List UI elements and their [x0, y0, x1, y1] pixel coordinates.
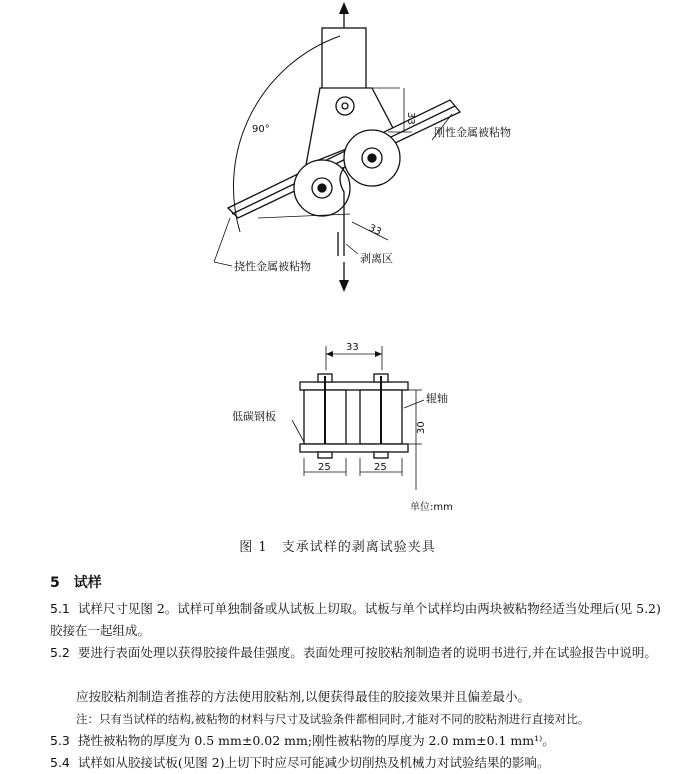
roller-fixture-diagram	[0, 330, 675, 520]
paragraph-5-2	[50, 642, 665, 664]
rigid-adherend-label: 刚性金属被粘物	[434, 126, 511, 139]
dim-bottom-label: 33	[366, 222, 383, 239]
paragraph-text: 试样如从胶接试板(见图 2)上切下时应尽可能减少切削热及机械力对试验结果的影响。	[77, 755, 550, 770]
paragraph-number: 5.4	[50, 755, 70, 770]
paragraph-5-1	[50, 598, 665, 642]
paragraph-text: 应按胶粘剂制造者推荐的方法使用胶粘剂,以便获得最佳的胶接效果并且偏差最小。	[76, 689, 530, 704]
paragraph-text: 挠性被粘物的厚度为 0.5 mm±0.02 mm;刚性被粘物的厚度为 2.0 mm±0.1 mm¹⁾。	[77, 733, 555, 748]
angle-label: 90°	[252, 124, 270, 135]
plate-label: 低碳钢板	[232, 410, 276, 423]
roller-label: 辊轴	[426, 392, 448, 405]
section-title: 5 试样	[50, 575, 102, 591]
height-dim-label: 30	[416, 421, 427, 434]
paragraph-number: 5.1	[50, 601, 70, 616]
peel-zone-label: 剥离区	[360, 252, 393, 265]
paragraph-number: 5.3	[50, 733, 70, 748]
paragraph-text: 要进行表面处理以获得胶接件最佳强度。表面处理可按胶粘剂制造者的说明书进行,并在试验报告中说明。	[77, 645, 657, 660]
right-width-label: 25	[374, 462, 387, 473]
flexible-adherend-label: 挠性金属被粘物	[234, 260, 311, 273]
note	[76, 708, 665, 730]
paragraph-5-4	[50, 752, 665, 774]
paragraph-number: 5.2	[50, 645, 70, 660]
paragraph-5-3	[50, 730, 665, 752]
paragraph-text: 试样尺寸见图 2。试样可单独制备或从试板上切取。试板与单个试样均由两块被粘物经适当处理后(见 5.2)胶接在一起组成。	[50, 601, 661, 638]
left-width-label: 25	[318, 462, 331, 473]
figure-caption: 图 1 支承试样的剥离试验夹具	[239, 540, 436, 555]
peel-fixture-diagram	[0, 0, 675, 320]
dim-top-label: 33	[405, 112, 416, 125]
paragraph-5-2-b	[76, 686, 665, 708]
note-text: 注：只有当试样的结构,被粘物的材料与尺寸及试验条件都相同时,才能对不同的胶粘剂进行直接对比。	[76, 712, 590, 726]
unit-label: 单位:mm	[410, 502, 453, 513]
width-dim-label: 33	[346, 342, 359, 353]
